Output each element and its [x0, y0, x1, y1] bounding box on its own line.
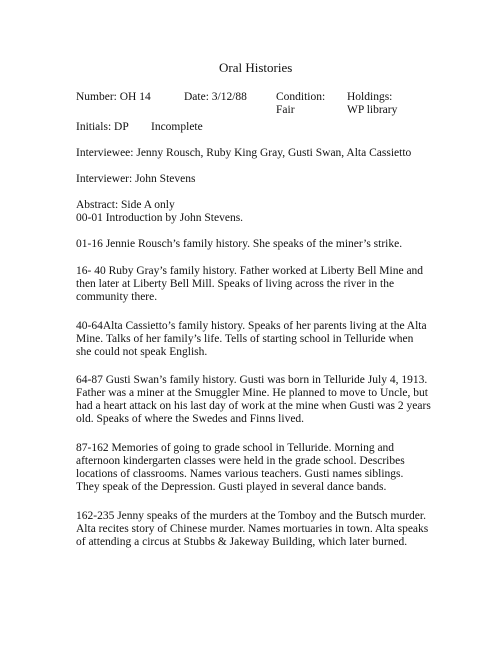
entry-line: had a heart attack on his last day of work at the mine when Gusti was 2 years	[76, 400, 431, 412]
entry-line: community there.	[76, 291, 158, 303]
interviewer: Interviewer: John Stevens	[76, 173, 196, 185]
entry-line: They speak of the Depression. Gusti played in several dance bands.	[76, 481, 387, 493]
entry-line: 40-64Alta Cassietto’s family history. Speaks of her parents living at the Alta	[76, 320, 427, 332]
interviewees: Interviewee: Jenny Rousch, Ruby King Gray, Gusti Swan, Alta Cassietto	[76, 147, 412, 159]
entry-line: 01-16 Jennie Rousch’s family history. She speaks of the miner’s strike.	[76, 238, 403, 250]
entry-line: 87-162 Memories of going to grade school in Telluride. Morning and	[76, 442, 395, 454]
entry-line: Mine. Talks of her family’s life. Tells of starting school in Telluride when	[76, 333, 414, 345]
status-incomplete: Incomplete	[151, 121, 203, 133]
entry-line: 16- 40 Ruby Gray’s family history. Father worked at Liberty Bell Mine and	[76, 265, 424, 277]
page-title: Oral Histories	[219, 60, 293, 75]
entry-line: old. Speaks of where the Swedes and Finns lived.	[76, 413, 305, 425]
abstract-intro: 00-01 Introduction by John Stevens.	[76, 212, 244, 224]
record-date: Date: 3/12/88	[184, 91, 247, 103]
holdings-label: Holdings:	[347, 91, 393, 103]
entry-line: afternoon kindergarten classes were held in the grade school. Describes	[76, 455, 405, 467]
entry-line: then later at Liberty Bell Mill. Speaks of living across the river in the	[76, 278, 395, 290]
entry-line: 162-235 Jenny speaks of the murders at the Tomboy and the Butsch murder.	[76, 510, 426, 522]
entry-line: she could not speak English.	[76, 346, 208, 358]
entry-line: 64-87 Gusti Swan’s family history. Gusti was born in Telluride July 4, 1913.	[76, 374, 428, 386]
initials: Initials: DP	[76, 121, 129, 133]
condition-label: Condition:	[276, 91, 326, 103]
entry-line: locations of classrooms. Names various teachers. Gusti names siblings.	[76, 468, 404, 480]
abstract-heading: Abstract: Side A only	[76, 199, 175, 211]
record-number: Number: OH 14	[76, 91, 151, 103]
entry-line: Father was a miner at the Smuggler Mine. He planned to move to Uncle, but	[76, 387, 428, 399]
entry-line: Alta recites story of Chinese murder. Names mortuaries in town. Alta speaks	[76, 523, 429, 535]
entry-line: of attending a circus at Stubbs & Jakeway Building, which later burned.	[76, 536, 408, 548]
condition-value: Fair	[276, 104, 295, 116]
holdings-value: WP library	[347, 104, 398, 116]
